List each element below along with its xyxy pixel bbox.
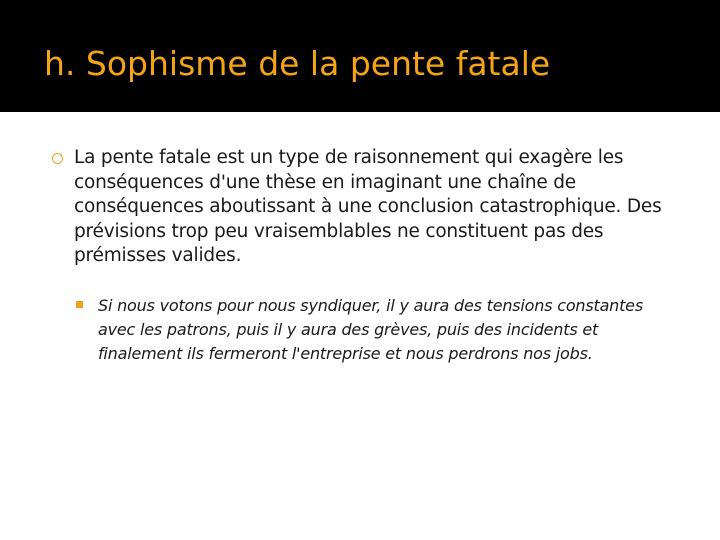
bullet-item-level-2 — [76, 294, 658, 366]
hollow-circle-bullet-icon — [52, 153, 63, 164]
square-bullet-icon — [76, 301, 83, 308]
slide-title: h. Sophisme de la pente fatale — [44, 44, 551, 83]
slide-content — [52, 146, 692, 366]
bullet-text: La pente fatale est un type de raisonnement qui exagère les conséquences d'une thèse en imaginant une chaîne de conséquences aboutissant à une conclusion catastrophique. Des prévisions trop peu vraisemblables ne constituent pas des prémisses valides. — [74, 147, 662, 266]
bullet-item-level-1 — [52, 146, 674, 269]
title-bar — [0, 0, 720, 112]
sub-bullet-text: Si nous votons pour nous syndiquer, il y aura des tensions constantes avec les patrons, puis il y aura des grèves, puis des incidents et finalement ils fermeront l'entreprise et nous perdrons nos jobs. — [98, 295, 643, 363]
